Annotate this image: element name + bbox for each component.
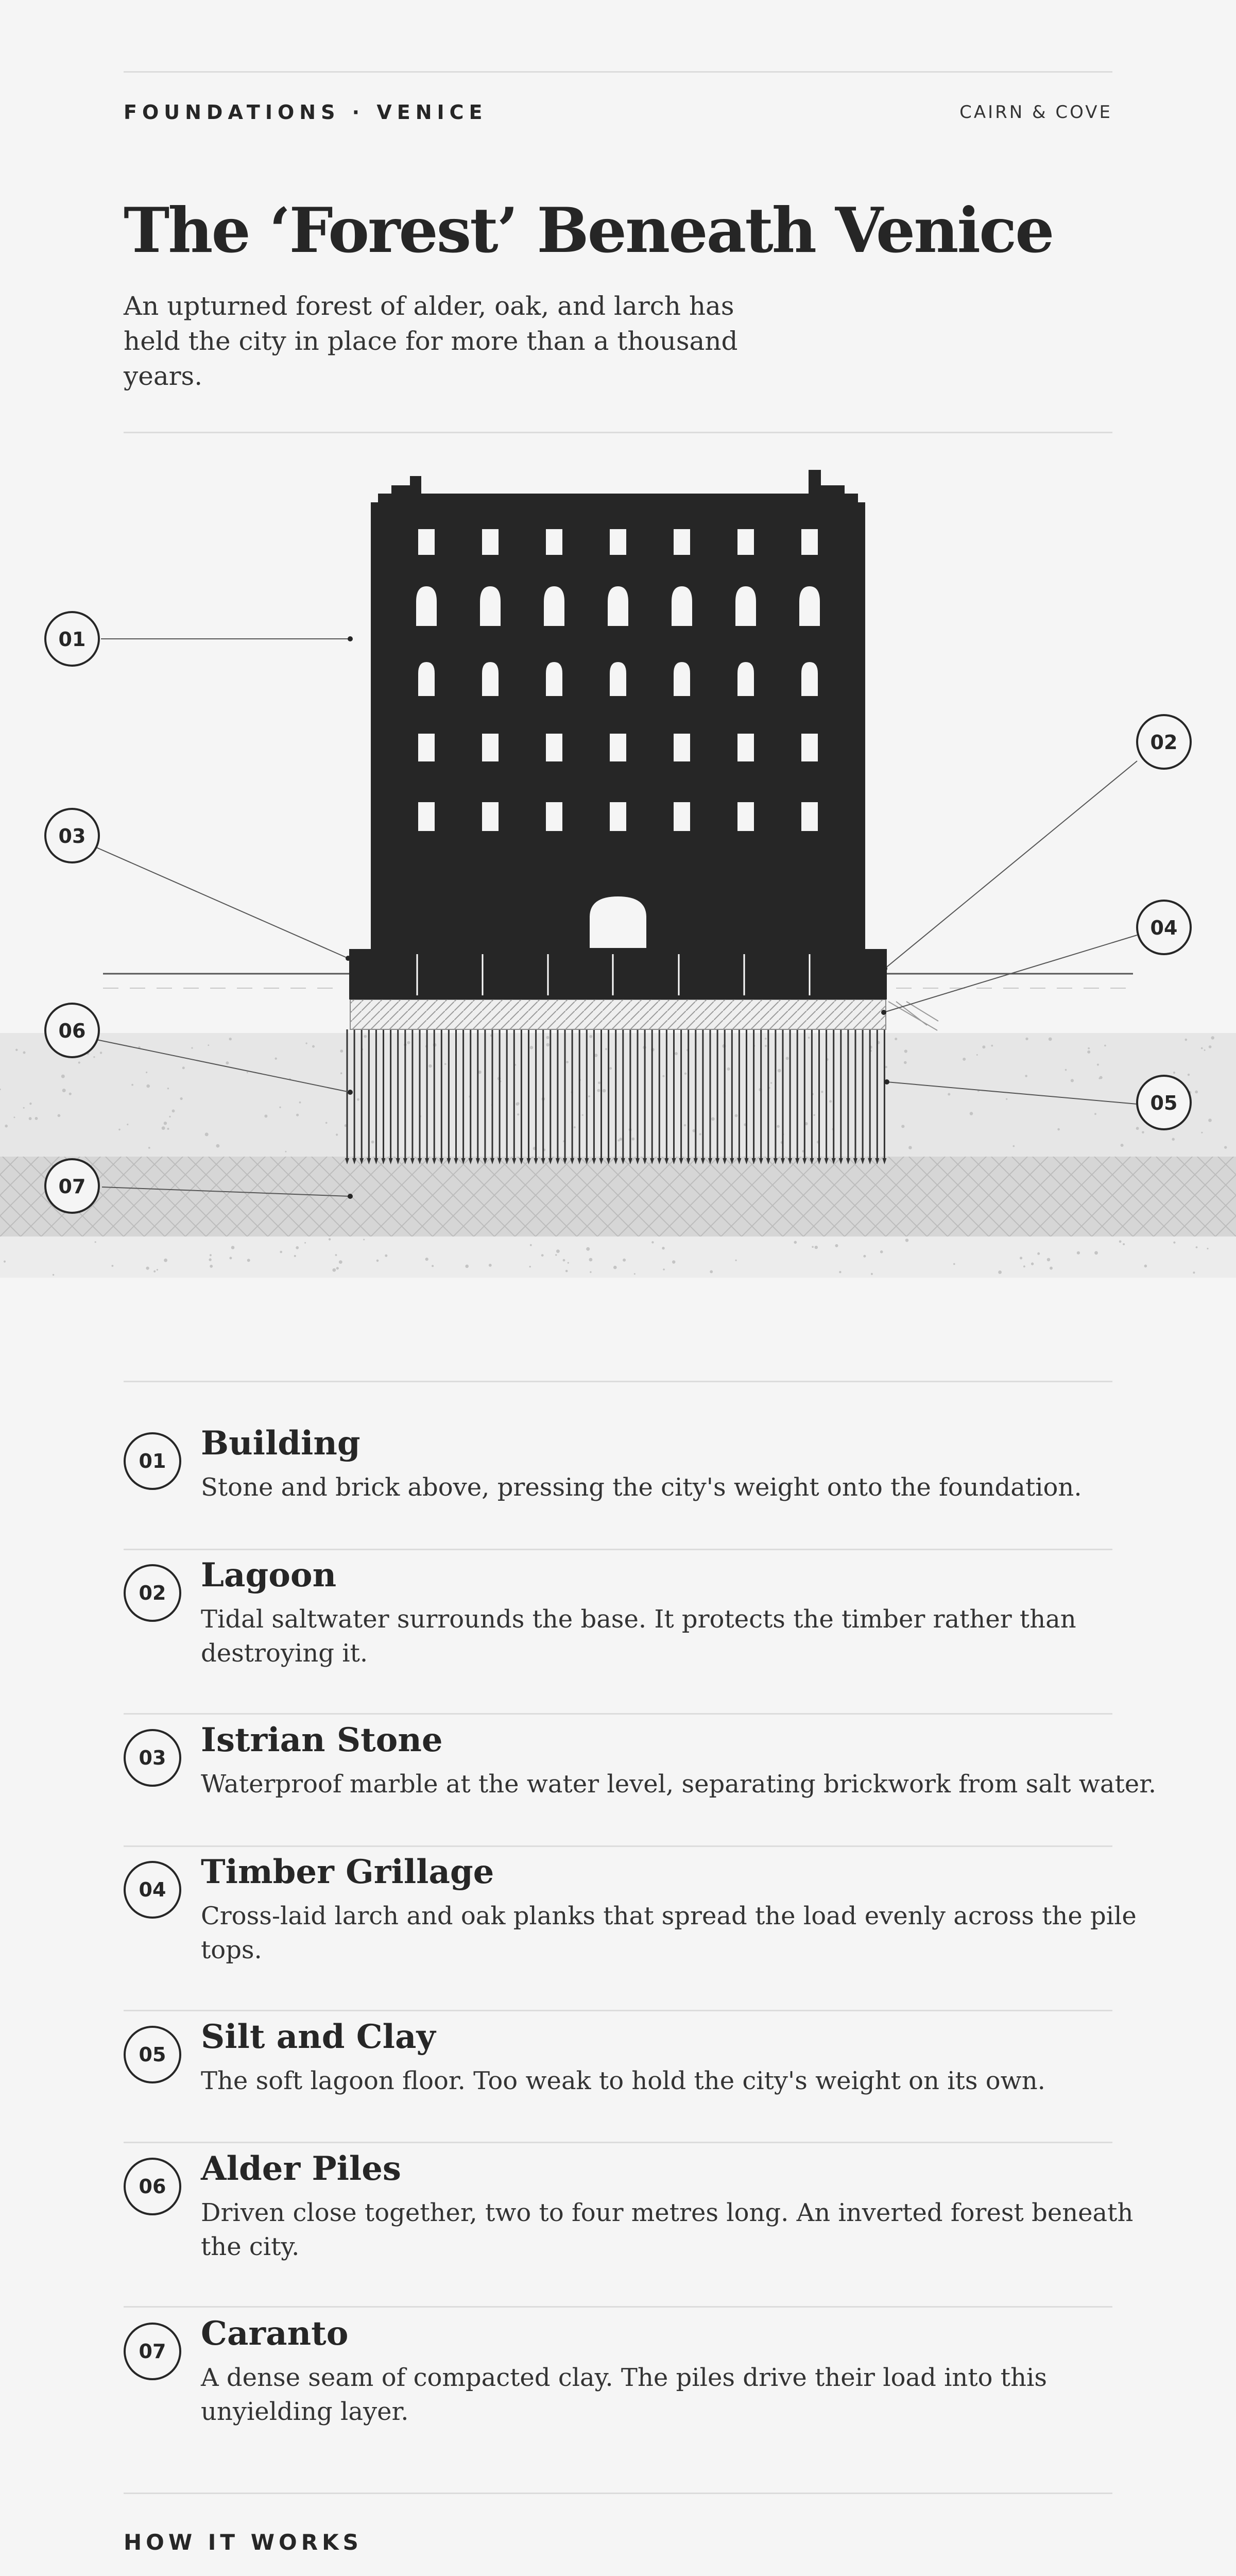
callout-06 bbox=[45, 1004, 99, 1057]
callout-label: 02 bbox=[1150, 731, 1178, 754]
kicker: FOUNDATIONS · VENICE bbox=[124, 101, 488, 124]
callout-07 bbox=[45, 1159, 99, 1213]
legend-divider bbox=[124, 2142, 1112, 2143]
legend-divider bbox=[124, 1713, 1112, 1715]
window bbox=[610, 529, 626, 555]
window bbox=[737, 802, 754, 831]
arched-window bbox=[544, 586, 564, 626]
legend-item-building bbox=[124, 1424, 1143, 1556]
brand-name: CAIRN & COVE bbox=[959, 102, 1112, 123]
callout-label: 07 bbox=[58, 1175, 86, 1198]
legend-item-istrian-stone bbox=[124, 1721, 1157, 1853]
arched-window bbox=[546, 662, 562, 696]
callout-label: 06 bbox=[58, 1020, 86, 1042]
intro-text: An upturned forest of alder, oak, and larch has held the city in place for more than a thousand years. bbox=[124, 291, 738, 391]
window bbox=[418, 802, 435, 831]
callout-04 bbox=[1137, 901, 1191, 954]
callout-label: 05 bbox=[1150, 1092, 1178, 1114]
istrian-stone-base bbox=[349, 949, 887, 999]
legend-item-silt-and-clay bbox=[124, 2018, 1143, 2149]
legend-divider bbox=[124, 2010, 1112, 2011]
window bbox=[546, 529, 562, 555]
window bbox=[418, 529, 435, 555]
legend-item-title: Timber Grillage bbox=[201, 1853, 494, 1891]
window bbox=[546, 802, 562, 831]
number-badge: 06 bbox=[124, 2158, 181, 2215]
window bbox=[482, 734, 499, 761]
window bbox=[546, 734, 562, 761]
window bbox=[674, 734, 690, 761]
window bbox=[674, 529, 690, 555]
arched-window bbox=[801, 662, 818, 696]
window bbox=[610, 802, 626, 831]
legend-item-title: Silt and Clay bbox=[201, 2018, 436, 2056]
window bbox=[610, 734, 626, 761]
legend-top-rule bbox=[124, 1381, 1112, 1382]
legend-item-text: The soft lagoon floor. Too weak to hold the city's weight on its own. bbox=[201, 2066, 1045, 2095]
legend-item-text: A dense seam of compacted clay. The piles drive their load into this unyielding layer. bbox=[201, 2363, 1047, 2426]
window bbox=[674, 802, 690, 831]
legend-divider bbox=[124, 1549, 1112, 1550]
foundation-diagram bbox=[0, 433, 1236, 1283]
section-heading: HOW IT WORKS bbox=[124, 2530, 363, 2555]
callout-02 bbox=[1137, 715, 1191, 769]
number-badge: 05 bbox=[124, 2026, 181, 2083]
arched-window bbox=[674, 662, 690, 696]
window bbox=[482, 529, 499, 555]
number-badge: 01 bbox=[124, 1432, 181, 1490]
window bbox=[737, 529, 754, 555]
number-badge: 02 bbox=[124, 1564, 181, 1622]
arched-window bbox=[672, 586, 692, 626]
callout-label: 04 bbox=[1150, 917, 1178, 939]
legend-item-title: Alder Piles bbox=[201, 2149, 401, 2188]
legend-item-caranto bbox=[124, 2314, 1143, 2446]
legend-item-title: Caranto bbox=[201, 2314, 349, 2353]
legend-item-text: Waterproof marble at the water level, separating brickwork from salt water. bbox=[201, 1770, 1157, 1799]
arched-window bbox=[416, 586, 437, 626]
callout-01 bbox=[45, 612, 99, 666]
arched-window bbox=[610, 662, 626, 696]
legend-item-title: Istrian Stone bbox=[201, 1721, 443, 1759]
legend-item-text: Stone and brick above, pressing the city's weight onto the foundation. bbox=[201, 1473, 1082, 1502]
window bbox=[801, 734, 818, 761]
number-badge: 03 bbox=[124, 1729, 181, 1787]
page-title: The ‘Forest’ Beneath Venice bbox=[124, 194, 1053, 267]
legend-item-text: Driven close together, two to four metres long. An inverted forest beneath the city. bbox=[201, 2198, 1134, 2261]
callout-03 bbox=[45, 809, 99, 862]
top-rule bbox=[124, 71, 1112, 73]
legend-item-title: Building bbox=[201, 1424, 360, 1463]
legend-bottom-rule bbox=[124, 2493, 1112, 2494]
legend-item-lagoon bbox=[124, 1556, 1143, 1688]
number-badge: 07 bbox=[124, 2323, 181, 2380]
window bbox=[418, 734, 435, 761]
window bbox=[482, 802, 499, 831]
legend-divider bbox=[124, 2306, 1112, 2308]
window bbox=[801, 529, 818, 555]
arched-window bbox=[799, 586, 820, 626]
legend-item-title: Lagoon bbox=[201, 1556, 337, 1595]
legend-item-timber-grillage bbox=[124, 1853, 1143, 1985]
arched-window bbox=[480, 586, 501, 626]
arched-window bbox=[737, 662, 754, 696]
arched-window bbox=[418, 662, 435, 696]
legend-item-text: Tidal saltwater surrounds the base. It protects the timber rather than destroying it. bbox=[201, 1605, 1076, 1668]
arched-window bbox=[482, 662, 499, 696]
silt-clay-layer bbox=[0, 1033, 1236, 1157]
window bbox=[801, 802, 818, 831]
arched-window bbox=[735, 586, 756, 626]
number-badge: 04 bbox=[124, 1861, 181, 1919]
window bbox=[737, 734, 754, 761]
legend-item-text: Cross-laid larch and oak planks that spread the load evenly across the pile tops. bbox=[201, 1902, 1137, 1964]
legend-item-alder-piles bbox=[124, 2149, 1143, 2281]
alder-piles bbox=[345, 1029, 886, 1164]
callout-label: 01 bbox=[58, 628, 86, 651]
callout-05 bbox=[1137, 1076, 1191, 1129]
arched-window bbox=[608, 586, 628, 626]
legend-divider bbox=[124, 1845, 1112, 1847]
callout-label: 03 bbox=[58, 825, 86, 848]
doorway bbox=[590, 896, 646, 948]
